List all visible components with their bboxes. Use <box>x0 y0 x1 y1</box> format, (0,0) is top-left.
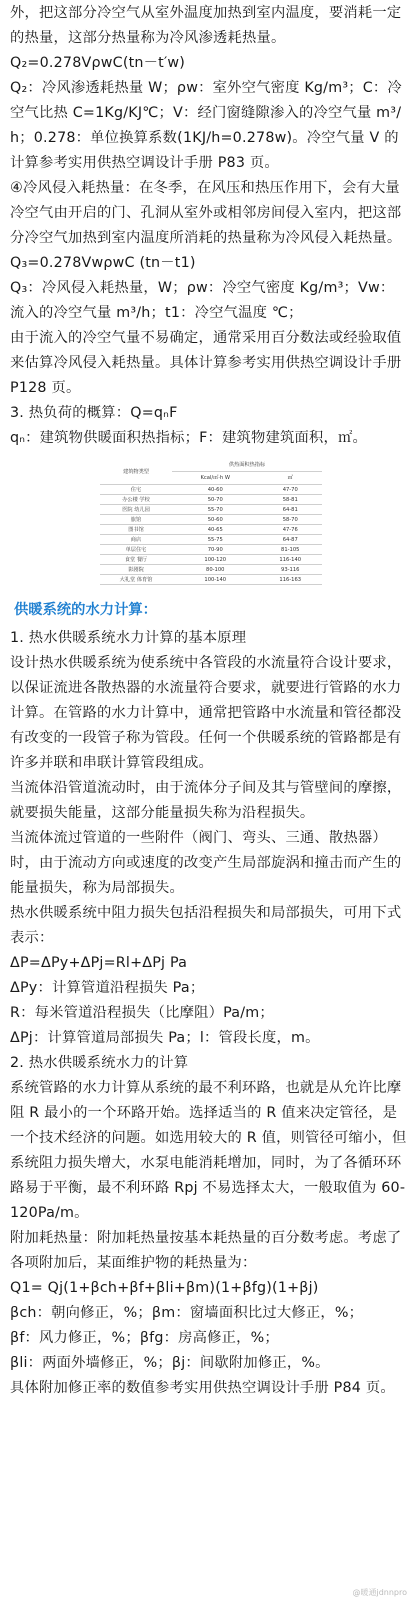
table-cell: 40-60 <box>172 485 258 495</box>
paragraph: 系统管路的水力计算从系统的最不利环路，也就是从允许比摩阻 R 最小的一个环路开始。选择适当的 R 值来决定管径，是一个技术经济的问题。如选用较大的 R 值，则管径可缩小，但系统阻力损失增大，水泵电能消耗增加，同时，为了各循环环路易于平衡，最不利环路 Rpj 不易选择太大，一般取值为 60-120Pa/m。 <box>10 1080 407 1221</box>
table-cell: 医院 幼儿园 <box>100 505 172 515</box>
table-cell: 81-105 <box>258 545 322 555</box>
paragraph: βli：两面外墙修正，%；βj：间歇附加修正，%。 <box>10 1355 330 1371</box>
table-cell: 58-70 <box>258 515 322 525</box>
table-cell: 47-70 <box>258 485 322 495</box>
paragraph: R：每米管道沿程损失（比摩阻）Pa/m； <box>10 1005 274 1021</box>
table-header-cell: Kcal/㎡·h W <box>172 472 258 485</box>
table-cell: 50-60 <box>172 515 258 525</box>
table-cell: 55-70 <box>172 505 258 515</box>
table-cell: 食堂 餐厅 <box>100 555 172 565</box>
table-row <box>100 515 322 525</box>
table-row <box>100 525 322 535</box>
paragraph: 当流体流过管道的一些附件（阀门、弯头、三通、散热器）时，由于流动方向或速度的改变产生局部旋涡和撞击而产生的能量损失，称为局部损失。 <box>10 830 402 896</box>
heat-index-table-image <box>100 459 322 585</box>
table-row <box>100 485 322 495</box>
table-header-cell: 建筑物类型 <box>100 459 172 485</box>
table-cell: 116-163 <box>258 575 322 585</box>
table-header-row <box>100 459 322 472</box>
table-cell: 58-81 <box>258 495 322 505</box>
table-row <box>100 535 322 545</box>
paragraph: qₙ：建筑物供暖面积热指标；F：建筑物建筑面积，㎡。 <box>10 430 368 446</box>
table-cell: 93-116 <box>258 565 322 575</box>
table-header-cell: 供热面积热指标 <box>172 459 322 472</box>
heading: 3. 热负荷的概算：Q=qₙF <box>10 405 178 421</box>
table-row <box>100 545 322 555</box>
section-title: 供暖系统的水力计算： <box>14 602 157 618</box>
watermark: @暖通jdnnpro <box>352 1588 407 1597</box>
table-row <box>100 495 322 505</box>
table-cell: 住宅 <box>100 485 172 495</box>
table-cell: 影剧院 <box>100 565 172 575</box>
table-cell: 100-140 <box>172 575 258 585</box>
table-cell: 64-87 <box>258 535 322 545</box>
table-cell: 40-65 <box>172 525 258 535</box>
table-cell: 旅馆 <box>100 515 172 525</box>
paragraph: 热水供暖系统中阻力损失包括沿程损失和局部损失，可用下式表示： <box>10 905 402 946</box>
formula: Q1= Qj(1+βch+βf+βli+βm)(1+βfg)(1+βj) <box>10 1280 319 1296</box>
paragraph: 由于流入的冷空气量不易确定，通常采用百分数法或经验取值来估算冷风侵入耗热量。具体计算参考实用供热空调设计手册 P128 页。 <box>10 330 402 396</box>
formula: ΔP=ΔPy+ΔPj=Rl+ΔPj Pa <box>10 955 188 971</box>
paragraph: 当流体沿管道流动时，由于流体分子间及其与管壁间的摩擦，就要损失能量，这部分能量损失称为沿程损失。 <box>10 780 402 821</box>
table-cell: 大礼堂 体育馆 <box>100 575 172 585</box>
table-cell: 50-70 <box>172 495 258 505</box>
formula: Q₂=0.278VρwC(tn－t′w) <box>10 55 186 71</box>
table-row <box>100 555 322 565</box>
paragraph: ④冷风侵入耗热量：在冬季，在风压和热压作用下，会有大量冷空气由开启的门、孔洞从室外或相邻房间侵入室内，把这部分冷空气加热到室内温度所消耗的热量称为冷风侵入耗热量。 <box>10 180 402 246</box>
paragraph: ΔPy：计算管道沿程损失 Pa； <box>10 980 205 996</box>
paragraph: βch：朝向修正，%；βm：窗墙面积比过大修正，%； <box>10 1305 364 1321</box>
table-row <box>100 575 322 585</box>
table-cell: 80-100 <box>172 565 258 575</box>
formula: Q₃=0.278VwρwC (tn－t1) <box>10 255 196 271</box>
table-cell: 47-76 <box>258 525 322 535</box>
table-cell: 图书馆 <box>100 525 172 535</box>
table-cell: 64-81 <box>258 505 322 515</box>
paragraph: 设计热水供暖系统为使系统中各管段的水流量符合设计要求，以保证流进各散热器的水流量符合要求，就要进行管路的水力计算。在管路的水力计算中，通常把管路中水流量和管径都没有改变的一段管子称为管段。任何一个供暖系统的管路都是有许多并联和串联计算管段组成。 <box>10 655 402 771</box>
paragraph: 附加耗热量：附加耗热量按基本耗热量的百分数考虑。考虑了各项附加后，某面维护物的耗热量为： <box>10 1230 402 1271</box>
heading: 1. 热水供暖系统水力计算的基本原理 <box>10 630 247 646</box>
table-cell: 55-75 <box>172 535 258 545</box>
table-cell: 116-140 <box>258 555 322 565</box>
paragraph: 外，把这部分冷空气从室外温度加热到室内温度，要消耗一定的热量，这部分热量称为冷风渗透耗热量。 <box>10 5 402 46</box>
paragraph: ΔPj：计算管道局部损失 Pa；l：管段长度，m。 <box>10 1030 320 1046</box>
table-header-cell: ㎡ <box>258 472 322 485</box>
table-cell: 单层住宅 <box>100 545 172 555</box>
table-cell: 100-120 <box>172 555 258 565</box>
table-cell: 办公楼 学校 <box>100 495 172 505</box>
heat-index-table <box>100 459 322 585</box>
paragraph: Q₂：冷风渗透耗热量 W；ρw：室外空气密度 Kg/m³；C：冷空气比热 C=1Kg/KJ℃；V：经门窗缝隙渗入的冷空气量 m³/h；0.278：单位换算系数(1KJ/h=0.278w)。冷空气量 V 的计算参考实用供热空调设计手册 P83 页。 <box>10 80 402 171</box>
paragraph: Q₃：冷风侵入耗热量，W；ρw：冷空气密度 Kg/m³；Vw：流入的冷空气量 m³/h；t1：冷空气温度 ℃； <box>10 280 395 321</box>
paragraph: 具体附加修正率的数值参考实用供热空调设计手册 P84 页。 <box>10 1380 395 1396</box>
table-row <box>100 505 322 515</box>
table-cell: 商店 <box>100 535 172 545</box>
table-row <box>100 565 322 575</box>
paragraph: βf：风力修正，%；βfg：房高修正，%； <box>10 1330 279 1346</box>
table-cell: 70-90 <box>172 545 258 555</box>
heading: 2. 热水供暖系统水力的计算 <box>10 1055 189 1071</box>
